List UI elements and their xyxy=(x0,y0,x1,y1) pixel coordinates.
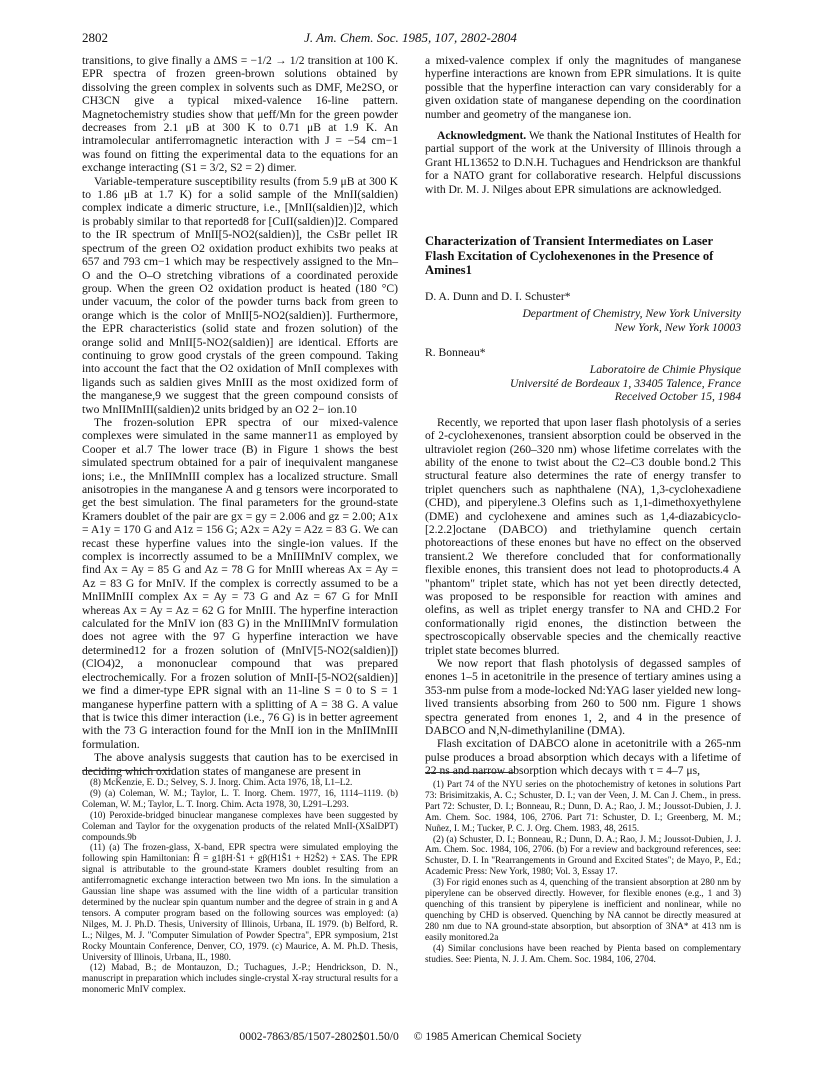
affiliation-1b: New York, New York 10003 xyxy=(614,320,741,334)
affiliation-2b: Université de Bordeaux 1, 33405 Talence, France xyxy=(510,376,741,390)
left-footnotes xyxy=(82,778,398,996)
authors-1: D. A. Dunn and D. I. Schuster* xyxy=(425,289,571,303)
footnote: (1) Part 74 of the NYU series on the photochemistry of ketones in solutions Part 73: Brisimitzakis, A. C.; Schuster, D. I.; van der Veen, J. M. Can J. Chem., in press. Part 72: Schuster, D. I.; Bonneau, R.; Dunn, D. A.; Rao, J. M.; Joussot-Dubien, J. J. Am. Chem. Soc. 1984, 106, 2706. Part 71: Schuster, D. I.; Greenberg, M. M.; Nuñez, I. M.; Tucker, P. C. J. Org. Chem. 1983, 48, 2615. xyxy=(425,780,741,834)
left-paragraph: transitions, to give finally a ΔMS = −1/2 → 1/2 transition at 100 K. EPR spectra of frozen green-brown solutions obtained by dissolving the green complex in solvents such as DMF, Me2SO, or CH3CN give a typical mixed-valence 16-line pattern. Magnetochemistry studies show that μeff/Mn for the green powder decreases from 2.1 μB at 300 K to 0.71 μB at 1.9 K. An intramolecular antiferromagnetic interaction with J = −54 cm−1 was found on fitting the experimental data to the equations for an exchange interacting (S1 = 3/2, S2 = 2) dimer. xyxy=(82,54,398,175)
page-footer xyxy=(82,1030,739,1043)
left-paragraph: Variable-temperature susceptibility results (from 5.9 μB at 300 K to 1.86 μB at 1.7 K) for a solid sample of the MnII(saldien) complex indicate a dimeric structure, i.e., [MnII(saldien)]2, which is probably similar to that reported8 for [CuII(saldien)]2. Compared to the IR spectrum of MnII[5-NO2(saldien)], the CsBr pellet IR spectrum of the green O2 oxidation product exhibits two peaks at 657 and 793 cm−1 which may be respectively assigned to the Mn–O and the O–O stretching vibrations of a coordinated peroxide group. When the green O2 oxidation product is heated (180 °C) under vacuum, the color of the powder turns back from green to orange which is the color of MnII[5-NO2(saldien)]. Furthermore, the EPR characteristics (solid state and frozen solution) of the orange solid and MnII[5-NO2(saldien)] are identical. Efforts are continuing to grow good crystals of the green compound. Taking into account the fact that the O2 oxidation of MnII complexes with ligands such as saldien gives MnIII as the most oxidized form of the manganese,9 we suggest that the green compound consists of two MnIIMnIII(saldien)2 units bridged by an O2 2− ion.10 xyxy=(82,174,398,416)
page-number: 2802 xyxy=(82,30,108,45)
acknowledgment xyxy=(425,129,741,196)
footnote: (9) (a) Coleman, W. M.; Taylor, L. T. Inorg. Chem. 1977, 16, 1114–1119. (b) Coleman, W. M.; Taylor, L. T. Inorg. Chim. Acta 1978, 30, L291–L293. xyxy=(82,788,398,810)
right-paragraph: Recently, we reported that upon laser flash photolysis of a series of 2-cyclohexenones, transient absorption could be observed in the ultraviolet region (260–320 nm) whose lifetime correlates with the ability of the enone to twist about the C2–C3 double bond.2 This structural feature also determines the rate of energy transfer to triplet quenchers such as naphthalene (NA), 1,3-cyclohexadiene (CHD), and piperylene.3 Olefins such as 1,1-dimethoxyethylene (DME) and cyclohexene and amines such as 1,4-diazabicyclo-[2.2.2]octane (DABCO) and triethylamine quench certain photoreactions of these enones but have no effect on the observed transient.2 We therefore concluded that for conformationally flexible enones, this transient does not lead to photoproducts.4 A "phantom" triplet state, which has not yet been directly detected, was proposed to be responsible for reaction with amines and olefins, as well as triplet energy transfer to NA and CHD.2 For conformationally rigid enones, the distinction between the spectroscopically observable species and the chemically reactive triplet state becomes blurred. xyxy=(425,415,741,657)
ack-text: We thank the National Institutes of Health for partial support of the work at the University of Illinois through a Grant HL13652 to D.N.H. Tuchagues and Hendrickson are thankful for a NATO grant for collaborative research. Helpful discussions with Dr. M. J. Nilges about EPR simulations are acknowledged. xyxy=(425,129,741,196)
right-footnotes xyxy=(425,780,741,965)
right-intro-paragraph: a mixed-valence complex if only the magnitudes of manganese hyperfine interactions are known from EPR simulations. It is quite possible that the hyperfine interaction can vary considerably for a given oxidation state of manganese depending on the coordination number and geometry of the manganese ion. xyxy=(425,54,741,121)
ack-heading: Acknowledgment. xyxy=(437,129,527,143)
footnote: (8) McKenzie, E. D.; Selvey, S. J. Inorg. Chim. Acta 1976, 18, L1–L2. xyxy=(90,778,353,788)
page-header xyxy=(82,30,739,50)
right-paragraph: We now report that flash photolysis of degassed samples of enones 1–5 in acetonitrile in the presence of tertiary amines using a 353-nm pulse from a mode-locked Nd:YAG laser yielded new long-lived transients absorbing from 260 to 500 nm. Figure 1 shows spectra generated from enones 1, 2, and 4 in the presence of DABCO and N,N-dimethylaniline (DMA). xyxy=(425,657,741,738)
footnote: (4) Similar conclusions have been reached by Pienta based on complementary studies. See: Pienta, N. J. J. Am. Chem. Soc. 1984, 106, 2704. xyxy=(425,943,741,965)
affiliation-2a: Laboratoire de Chimie Physique xyxy=(589,363,741,377)
left-paragraph: The frozen-solution EPR spectra of our mixed-valence complexes were simulated in the same manner11 as employed by Cooper et al.7 The lower trace (B) in Figure 1 shows the best simulated spectrum obtained for a pair of inequivalent manganese ions; i.e., the MnIIMnIII complex has a localized structure. Small anisotropies in the manganese A and g tensors were incorporated to get the best simulation. The final parameters for the ground-state Kramers doublet of the pair are gx = gy = 2.006 and gz = 2.00; A1x = A1y = 170 G and A1z = 156 G; A2x = A2y = A2z = 83 G. We can recast these hyperfine values into the single-ion values. If the complex is incorrectly assumed to be a MnIIIMnIV complex, we find Ax = Ay = 85 G and Az = 78 G for MnIII whereas Ax = Ay = Az = 83 G for MnIV. If the complex is correctly assumed to be a MnIIMnIII complex Ax = Ay = 73 G and Az = 67 G for MnII whereas Ax = Ay = Az = 62 G for MnIII. The hyperfine interaction calculated for the MnIV ion (83 G) in the MnIIIMnIV formulation does not agree with the 97 G hyperfine interaction we have determined12 for a frozen solution of (MnIV[5-NO2(saldien)])(ClO4)2, a mononuclear compound that was prepared electrochemically. For a frozen solution of MnII-[5-NO2(saldien)] we find a dimer-type EPR signal with an 11-line S = 0 to S = 1 manganese hyperfine pattern with a splitting of A = 38 G. A value that is twice this dimer interaction (i.e., 76 G) is in better agreement with the 73 G interaction found for the MnII ion in the MnIIMnIII formulation. xyxy=(82,415,398,751)
footnote: (12) Mabad, B.; de Montauzon, D.; Tuchagues, J.-P.; Hendrickson, D. N., manuscript in preparation which includes single-crystal X-ray structural results for a monomeric MnIV complex. xyxy=(82,963,398,996)
footnote-separator xyxy=(82,770,172,771)
right-column xyxy=(425,54,741,778)
right-paragraph: Flash excitation of DABCO alone in acetonitrile with a 265-nm pulse produces a broad absorption which decays with a lifetime of 22 ns and narrow absorption which decays with τ = 4–7 μs, xyxy=(425,737,741,778)
footnote: (11) (a) The frozen-glass, X-band, EPR spectra were simulated employing the following spin Hamiltonian: Ĥ = g1βH·Ŝ1 + gβ(H1Ŝ1 + H2Ŝ2) + ΣAS. The EPR signal is attributable to the ground-state Kramers doublet resulting from an antiferromagnetic exchange interaction between two Mn ions. In the simulation a Gaussian line shape was assumed with the line width of a particular transition determined by the nuclear spin quantum number and the degree of strain in g and A tensors. A computer program based on the following sources was employed: (a) Nilges, M. J. Ph.D. Thesis, University of Illinois, Urbana, IL 1979. (b) Belford, R. L.; Nilges, M. J. "Computer Simulation of Powder Spectra", EPR symposium, 21st Rocky Mountain Conference, Denver, CO, 1979. (c) Maurice, A. M. Ph.D. Thesis, University of Illinois, Urbana, IL, 1980. xyxy=(82,843,398,963)
left-paragraph: The above analysis suggests that caution has to be exercised in deciding which oxidation states of manganese are present in xyxy=(82,751,398,778)
left-column xyxy=(82,54,398,778)
authors-2: R. Bonneau* xyxy=(425,346,486,360)
article-code: 0002-7863/85/1507-2802$01.50/0 xyxy=(239,1030,399,1043)
footnote: (10) Peroxide-bridged binuclear manganese complexes have been suggested by Coleman and Taylor for the oxygenation products of the related MnII-(XSalDPT) compounds.9b xyxy=(82,810,398,843)
journal-citation: J. Am. Chem. Soc. 1985, 107, 2802-2804 xyxy=(304,30,517,45)
affiliation-1a: Department of Chemistry, New York University xyxy=(522,307,741,321)
footnote: (3) For rigid enones such as 4, quenching of the transient absorption at 280 nm by piperylene can be observed directly. However, for flexible enones (e.g., 1 and 3) quenching of this transient by piperylene is inefficient and nonlinear, while no quenching by CHD is observed. Quenching by NA cannot be directly measured at 280 nm due to NA ground-state absorption, but absorption of 3NA* at 413 nm is easily monitored.2a xyxy=(425,878,741,943)
article-title: Characterization of Transient Intermediates on Laser Flash Excitation of Cyclohexenones in the Presence of Amines1 xyxy=(425,234,714,278)
footnote: (2) (a) Schuster, D. I.; Bonneau, R.; Dunn, D. A.; Rao, J. M.; Joussot-Dubien, J. J. Am. Chem. Soc. 1984, 106, 2706. (b) For a review and background references, see: Schuster, D. I. In "Rearrangements in Ground and Excited States"; de Mayo, P., Ed.; Academic Press: New York, 1980; Vol. 3, Essay 17. xyxy=(425,834,741,878)
copyright: © 1985 American Chemical Society xyxy=(413,1030,582,1043)
footnote-separator xyxy=(425,772,515,773)
received-date: Received October 15, 1984 xyxy=(614,390,741,404)
